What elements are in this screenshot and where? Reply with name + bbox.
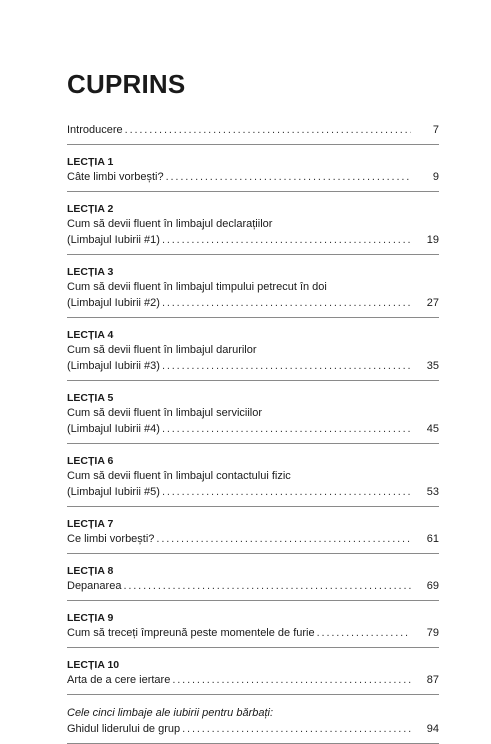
toc-entry-lesson-3	[67, 263, 439, 318]
page-number: 69	[426, 580, 439, 592]
entry-title: Ce limbi vorbești?	[67, 533, 155, 545]
dot-leader	[162, 232, 411, 248]
lesson-label: LECȚIA 8	[67, 565, 114, 577]
entry-title: Arta de a cere iertare	[67, 674, 171, 686]
toc-row[interactable]	[67, 169, 439, 185]
toc-row[interactable]	[67, 122, 439, 138]
toc-row[interactable]	[67, 421, 439, 437]
entry-title: Introducere	[67, 124, 123, 136]
page-number: 27	[426, 297, 439, 309]
entry-title: (Limbajul Iubirii #3)	[67, 360, 160, 372]
dot-leader	[317, 625, 411, 641]
entry-title-line: Cum să devii fluent în limbajul serviciilor	[67, 407, 263, 419]
entry-title: Ghidul liderului de grup	[67, 723, 181, 735]
dot-leader	[125, 122, 411, 138]
toc-entry-lesson-10	[67, 656, 439, 695]
toc-entry-lesson-4	[67, 326, 439, 381]
toc-row[interactable]	[67, 721, 439, 737]
lesson-label: LECȚIA 10	[67, 659, 120, 671]
toc-row[interactable]	[67, 578, 439, 594]
dot-leader	[162, 484, 411, 500]
entry-title: (Limbajul Iubirii #1)	[67, 234, 160, 246]
page-number: 9	[432, 171, 439, 183]
page-title: CUPRINS	[67, 69, 186, 99]
page-number: 53	[426, 486, 439, 498]
dot-leader	[166, 169, 411, 185]
page-number: 35	[426, 360, 439, 372]
toc-entry-lesson-9	[67, 609, 439, 648]
toc-entry-lesson-8	[67, 562, 439, 601]
toc-entry-appendix	[67, 703, 439, 744]
lesson-label: LECȚIA 2	[67, 203, 114, 215]
toc-entry-lesson-6	[67, 452, 439, 507]
lesson-label: LECȚIA 9	[67, 612, 114, 624]
page-number: 45	[426, 423, 439, 435]
entry-title: Câte limbi vorbești?	[67, 171, 164, 183]
lesson-label: LECȚIA 7	[67, 518, 114, 530]
dot-leader	[162, 295, 411, 311]
entry-title-line: Cum să devii fluent în limbajul timpului petrecut în doi	[67, 281, 327, 293]
toc-row[interactable]	[67, 484, 439, 500]
toc-row[interactable]	[67, 531, 439, 547]
toc-entry-lesson-7	[67, 515, 439, 554]
dot-leader	[156, 531, 411, 547]
dot-leader	[172, 672, 411, 688]
lesson-label: LECȚIA 3	[67, 266, 114, 278]
entry-title: (Limbajul Iubirii #5)	[67, 486, 160, 498]
toc-entry-lesson-1	[67, 153, 439, 192]
toc-entry-intro	[67, 120, 439, 145]
entry-title-line: Cum să devii fluent în limbajul darurilor	[67, 344, 257, 356]
dot-leader	[182, 721, 411, 737]
entry-title-line: Cum să devii fluent în limbajul contactului fizic	[67, 470, 291, 482]
dot-leader	[162, 421, 411, 437]
table-of-contents	[67, 120, 439, 744]
toc-row[interactable]	[67, 232, 439, 248]
toc-row[interactable]	[67, 295, 439, 311]
page-number: 61	[426, 533, 439, 545]
appendix-title-line: Cele cinci limbaje ale iubirii pentru bărbați:	[67, 707, 274, 719]
entry-title: Cum să treceți împreună peste momentele de furie	[67, 627, 315, 639]
entry-title-line: Cum să devii fluent în limbajul declarațiilor	[67, 218, 273, 230]
toc-row[interactable]	[67, 358, 439, 374]
page-number: 94	[426, 723, 439, 735]
lesson-label: LECȚIA 4	[67, 329, 114, 341]
entry-title: (Limbajul Iubirii #4)	[67, 423, 160, 435]
page-number: 87	[426, 674, 439, 686]
entry-title: (Limbajul Iubirii #2)	[67, 297, 160, 309]
toc-entry-lesson-2	[67, 200, 439, 255]
page-number: 19	[426, 234, 439, 246]
page-number: 7	[432, 124, 439, 136]
toc-row[interactable]	[67, 625, 439, 641]
lesson-label: LECȚIA 1	[67, 156, 114, 168]
dot-leader	[123, 578, 411, 594]
entry-title: Depanarea	[67, 580, 122, 592]
dot-leader	[162, 358, 411, 374]
lesson-label: LECȚIA 5	[67, 392, 114, 404]
toc-row[interactable]	[67, 672, 439, 688]
page-number: 79	[426, 627, 439, 639]
toc-entry-lesson-5	[67, 389, 439, 444]
lesson-label: LECȚIA 6	[67, 455, 114, 467]
